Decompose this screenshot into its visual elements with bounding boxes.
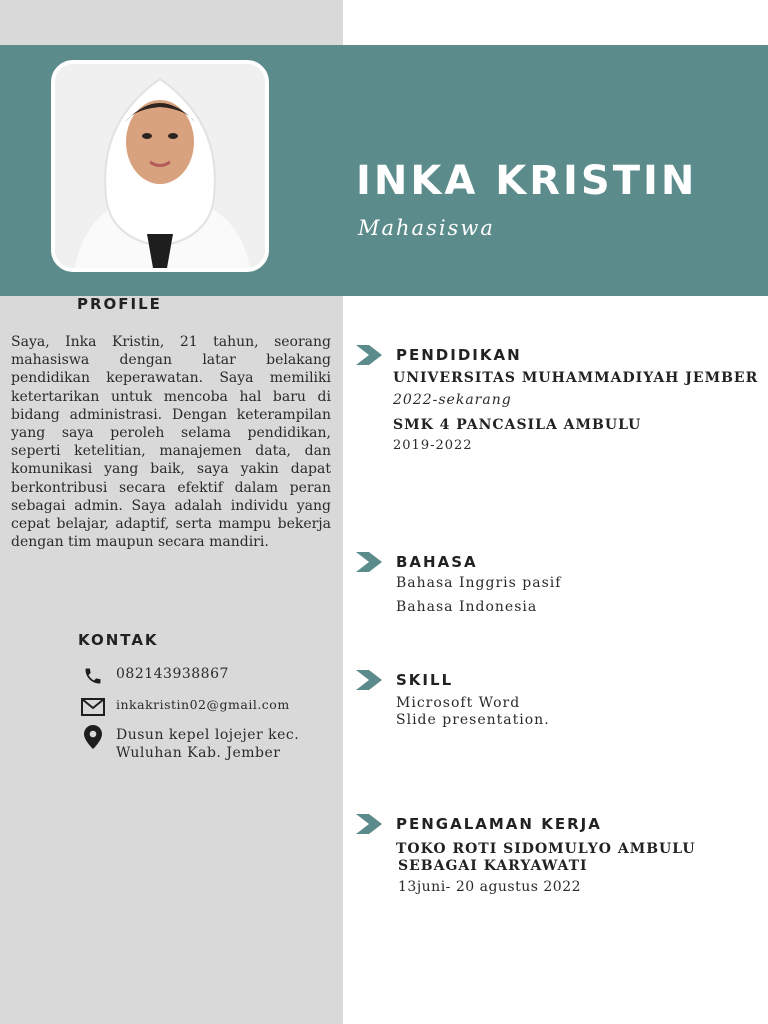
phone-icon [80,665,106,687]
school-2-period: 2019-2022 [393,438,473,453]
job-line-2: SEBAGAI KARYAWATI [398,858,588,874]
contact-email-row [80,696,290,718]
section-bahasa [356,552,478,572]
chevron-right-icon [356,670,382,690]
location-pin-icon [80,726,106,748]
profile-heading: PROFILE [77,295,162,313]
envelope-icon [80,696,106,718]
profile-photo-illustration [55,64,265,268]
chevron-right-icon [356,814,382,834]
profile-photo [51,60,269,272]
job-period: 13juni- 20 agustus 2022 [398,879,582,895]
contact-address [116,726,299,762]
profile-text: Saya, Inka Kristin, 21 tahun, seorang mahasiswa dengan latar belakang pendidikan keperawatan. Saya memiliki ketertarikan untuk mencoba hal baru di bidang administrasi. Dengan keterampilan yang saya peroleh selama pendidikan, seperti ketelitian, manajemen data, dan komunikasi yang baik, saya yakin dapat berkontribusi secara efektif dalam peran sebagai admin. Saya adalah individu yang cepat belajar, adaptif, serta mampu bekerja dengan tim maupun secara mandiri. [11,334,331,551]
section-pendidikan [356,345,522,365]
contact-phone-row [80,665,229,687]
section-pengalaman [356,814,602,834]
chevron-right-icon [356,345,382,365]
skill-item-2: Slide presentation. [396,712,550,728]
person-role: Mahasiswa [358,216,495,240]
school-2: SMK 4 PANCASILA AMBULU [393,417,642,433]
contact-email: inkakristin02@gmail.com [116,697,290,712]
chevron-right-icon [356,552,382,572]
contact-address-row [80,726,299,762]
skill-item-1: Microsoft Word [396,695,521,711]
pengalaman-heading: PENGALAMAN KERJA [396,815,602,833]
skill-heading: SKILL [396,671,454,689]
kontak-heading: KONTAK [78,631,159,649]
bahasa-item-1: Bahasa Inggris pasif [396,575,562,591]
contact-phone: 082143938867 [116,666,229,682]
address-line-2: Wuluhan Kab. Jember [116,745,281,761]
address-line-1: Dusun kepel lojejer kec. [116,727,300,743]
job-line-1: TOKO ROTI SIDOMULYO AMBULU [396,841,696,857]
person-name: INKA KRISTIN [356,158,698,204]
section-skill [356,670,453,690]
school-1: UNIVERSITAS MUHAMMADIYAH JEMBER [393,370,759,386]
school-1-period: 2022-sekarang [393,392,512,408]
bahasa-heading: BAHASA [396,553,478,571]
bahasa-item-2: Bahasa Indonesia [396,599,538,615]
pendidikan-heading: PENDIDIKAN [396,346,522,364]
